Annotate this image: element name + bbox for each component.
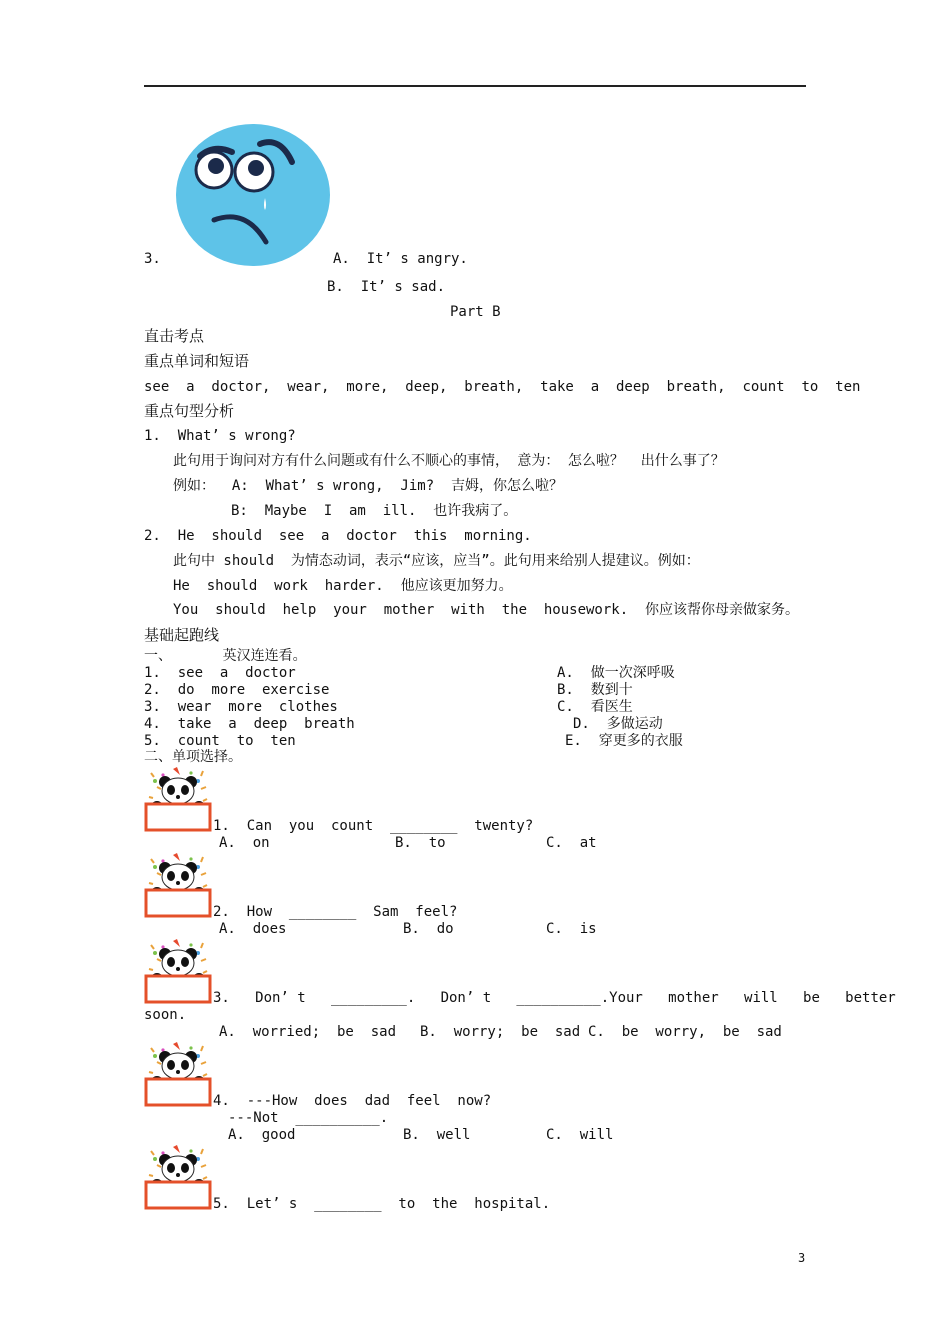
match-left-4: 4. take a deep breath (144, 716, 355, 732)
sad-face-icon (174, 122, 332, 268)
focus-heading: 直击考点 (144, 327, 205, 345)
q3-option-b: B. It’ s sad. (327, 279, 446, 295)
choice-title: 二、单项选择。 (144, 749, 242, 765)
key-sentences-heading: 重点句型分析 (144, 402, 235, 420)
match-right-d: D. 多做运动 (573, 716, 663, 732)
q2-option-a: A. does (219, 921, 287, 937)
q4-stem: 4. ---How does dad feel now? (213, 1093, 492, 1109)
q3-number: 3. (144, 251, 161, 267)
sentence1: 1. What’ s wrong? (144, 428, 296, 444)
q3-option-a: A. worried; be sad (219, 1024, 397, 1040)
sentence1-explain: 此句用于询问对方有什么问题或有什么不顺心的事情， 意为： 怎么啦？ 出什么事了？ (173, 453, 725, 469)
q2-option-b: B. do (403, 921, 454, 937)
q5-stem: 5. Let’ s ________ to the hospital. (213, 1196, 551, 1212)
q1-option-a: A. on (219, 835, 270, 851)
sentence2: 2. He should see a doctor this morning. (144, 528, 532, 544)
q2-option-c: C. is (546, 921, 597, 937)
q1-stem: 1. Can you count ________ twenty? (213, 818, 534, 834)
panda-sign-icon (143, 939, 213, 1005)
sentence1-example-a: 例如： A: What’ s wrong, Jim? 吉姆，你怎么啦？ (173, 478, 564, 494)
q3-stem: 3. Don’ t _________. Don’ t __________.Your mother will be better (213, 990, 896, 1006)
match-right-a: A. 做一次深呼吸 (557, 665, 675, 681)
match-right-b: B. 数到十 (557, 682, 633, 698)
sentence1-example-b: B: Maybe I am ill. 也许我病了。 (231, 503, 518, 519)
q3-option-b: B. worry; be sad (420, 1024, 581, 1040)
q4-option-a: A. good (228, 1127, 296, 1143)
q4-option-c: C. will (546, 1127, 614, 1143)
panda-sign-icon (143, 853, 213, 919)
q2-stem: 2. How ________ Sam feel? (213, 904, 458, 920)
match-left-3: 3. wear more clothes (144, 699, 338, 715)
q4-line2: ---Not __________. (228, 1110, 389, 1126)
basic-heading: 基础起跑线 (144, 626, 220, 644)
match-left-5: 5. count to ten (144, 733, 296, 749)
sentence2-example1: He should work harder. 他应该更加努力。 (173, 578, 513, 594)
q1-option-c: C. at (546, 835, 597, 851)
match-right-c: C. 看医生 (557, 699, 633, 715)
sentence2-example2: You should help your mother with the housework. 你应该帮你母亲做家务。 (173, 602, 800, 618)
q3-option-c: C. be worry, be sad (588, 1024, 782, 1040)
q3-continuation: soon. (144, 1007, 187, 1023)
q3-option-a: A. It’ s angry. (333, 251, 468, 267)
panda-sign-icon (143, 1042, 213, 1108)
q4-option-b: B. well (403, 1127, 471, 1143)
key-words-heading: 重点单词和短语 (144, 352, 250, 370)
match-left-1: 1. see a doctor (144, 665, 296, 681)
part-title: Part B (450, 304, 501, 320)
header-rule (144, 85, 806, 87)
match-left-2: 2. do more exercise (144, 682, 330, 698)
q1-option-b: B. to (395, 835, 446, 851)
key-words: see a doctor, wear, more, deep, breath, take a deep breath, count to ten (144, 379, 861, 395)
page-number: 3 (798, 1251, 806, 1265)
panda-sign-icon (143, 1145, 213, 1211)
sentence2-explain: 此句中 should 为情态动词，表示“应该，应当”。此句用来给别人提建议。例如： (173, 553, 700, 569)
match-right-e: E. 穿更多的衣服 (565, 733, 683, 749)
matching-title: 一、 英汉连连看。 (144, 648, 307, 664)
panda-sign-icon (143, 767, 213, 833)
